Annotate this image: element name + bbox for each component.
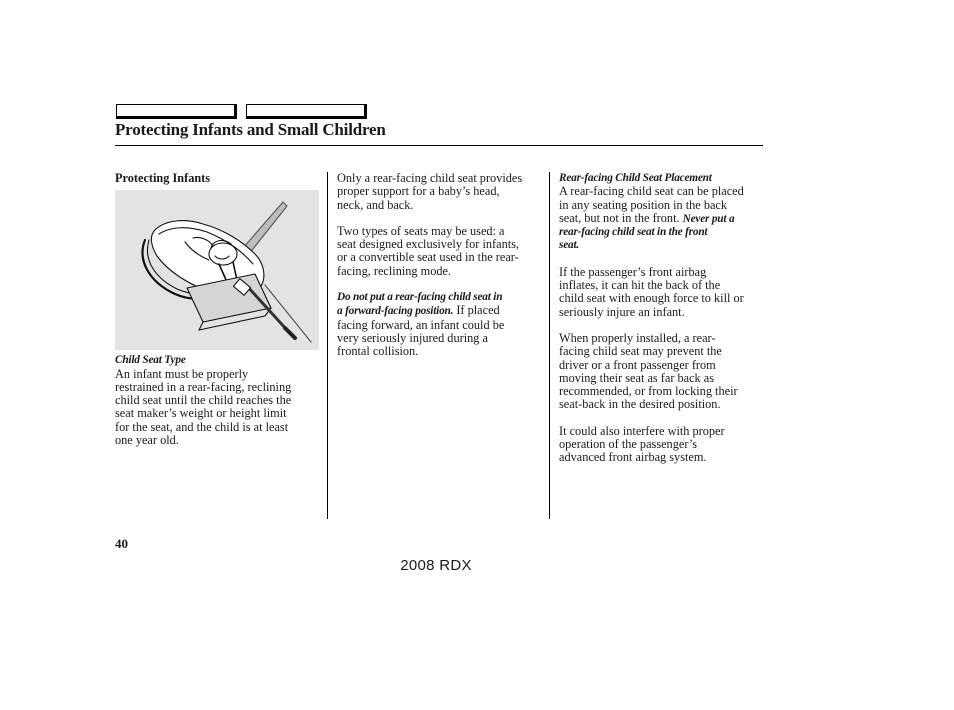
nav-tab-main-menu[interactable] [116,104,237,119]
right-p4-line-2: operation of the passenger’s [559,437,698,452]
mid-p3-line-3: frontal collision. [337,344,419,359]
left-body-line-1: An infant must be properly [115,366,249,381]
mid-p2-line-2: seat designed exclusively for infants, [337,237,520,252]
mid-p1-line-3: neck, and back. [337,197,414,212]
left-body-line-2: restrained in a rear-facing, reclining [115,379,292,394]
column-divider-2 [549,172,550,519]
never-warning-2: rear-facing child seat in the front [559,226,708,239]
warning-tail: If placed [453,303,500,318]
never-warning-1: Never put a [682,212,735,225]
placement-subheading: Rear-facing Child Seat Placement [559,172,712,184]
right-p2-line-4: seriously injure an infant. [559,304,685,319]
mid-p2-line-1: Two types of seats may be used: a [337,223,505,238]
right-p3-line-5: recommended, or from locking their [559,384,738,399]
right-p4-line-1: It could also interfere with proper [559,423,725,438]
right-p1-line-1: A rear-facing child seat can be placed [559,184,744,199]
right-p3-line-4: moving their seat as far back as [559,370,715,385]
column-divider-1 [327,172,328,519]
right-column [559,172,766,465]
right-p2-line-3: child seat with enough force to kill or [559,291,744,306]
infant-seat-drawing [115,190,319,350]
left-body-line-5: for the seat, and the child is at least [115,419,289,434]
middle-column [337,172,544,359]
nav-tab-index[interactable] [246,104,367,119]
warning-line-2-wrap [337,304,544,318]
figure-caption: Child Seat Type [115,354,186,367]
right-p1-line-2: in any seating position in the back [559,197,728,212]
mid-p1-line-2: proper support for a baby’s head, [337,184,500,199]
right-p3-line-1: When properly installed, a rear- [559,330,716,345]
left-body-line-6: one year old. [115,433,179,448]
warning-line-1: Do not put a rear-facing child seat in [337,291,503,304]
page-number: 40 [115,536,128,551]
infant-seat-illustration [115,190,319,350]
left-body-line-3: child seat until the child reaches the [115,393,292,408]
mid-p2-line-4: facing, reclining mode. [337,263,452,278]
right-p3-line-3: driver or a front passenger from [559,357,716,372]
never-warning-3: seat. [559,239,580,252]
mid-p2-line-3: or a convertible seat used in the rear- [337,250,519,265]
page-title: Protecting Infants and Small Children [115,120,386,139]
right-p1-line-3-wrap [559,212,766,226]
right-p1-line-3: seat, but not in the front. [559,210,683,225]
right-p4-line-3: advanced front airbag system. [559,450,707,465]
right-p2-line-2: inflates, it can hit the back of the [559,278,721,293]
mid-p1-line-1: Only a rear-facing child seat provides [337,171,523,185]
left-body-line-4: seat maker’s weight or height limit [115,406,287,421]
section-heading: Protecting Infants [115,171,211,185]
mid-p3-line-2: very seriously injured during a [337,330,488,345]
left-column [115,172,320,447]
warning-line-2: a forward-facing position. [337,305,454,318]
right-p3-line-6: seat-back in the desired position. [559,397,721,412]
mid-p3-line-1: facing forward, an infant could be [337,317,505,332]
model-footer: 2008 RDX [400,557,472,574]
right-p2-line-1: If the passenger’s front airbag [559,264,707,279]
title-divider [115,145,763,146]
right-p3-line-2: facing child seat may prevent the [559,344,722,359]
